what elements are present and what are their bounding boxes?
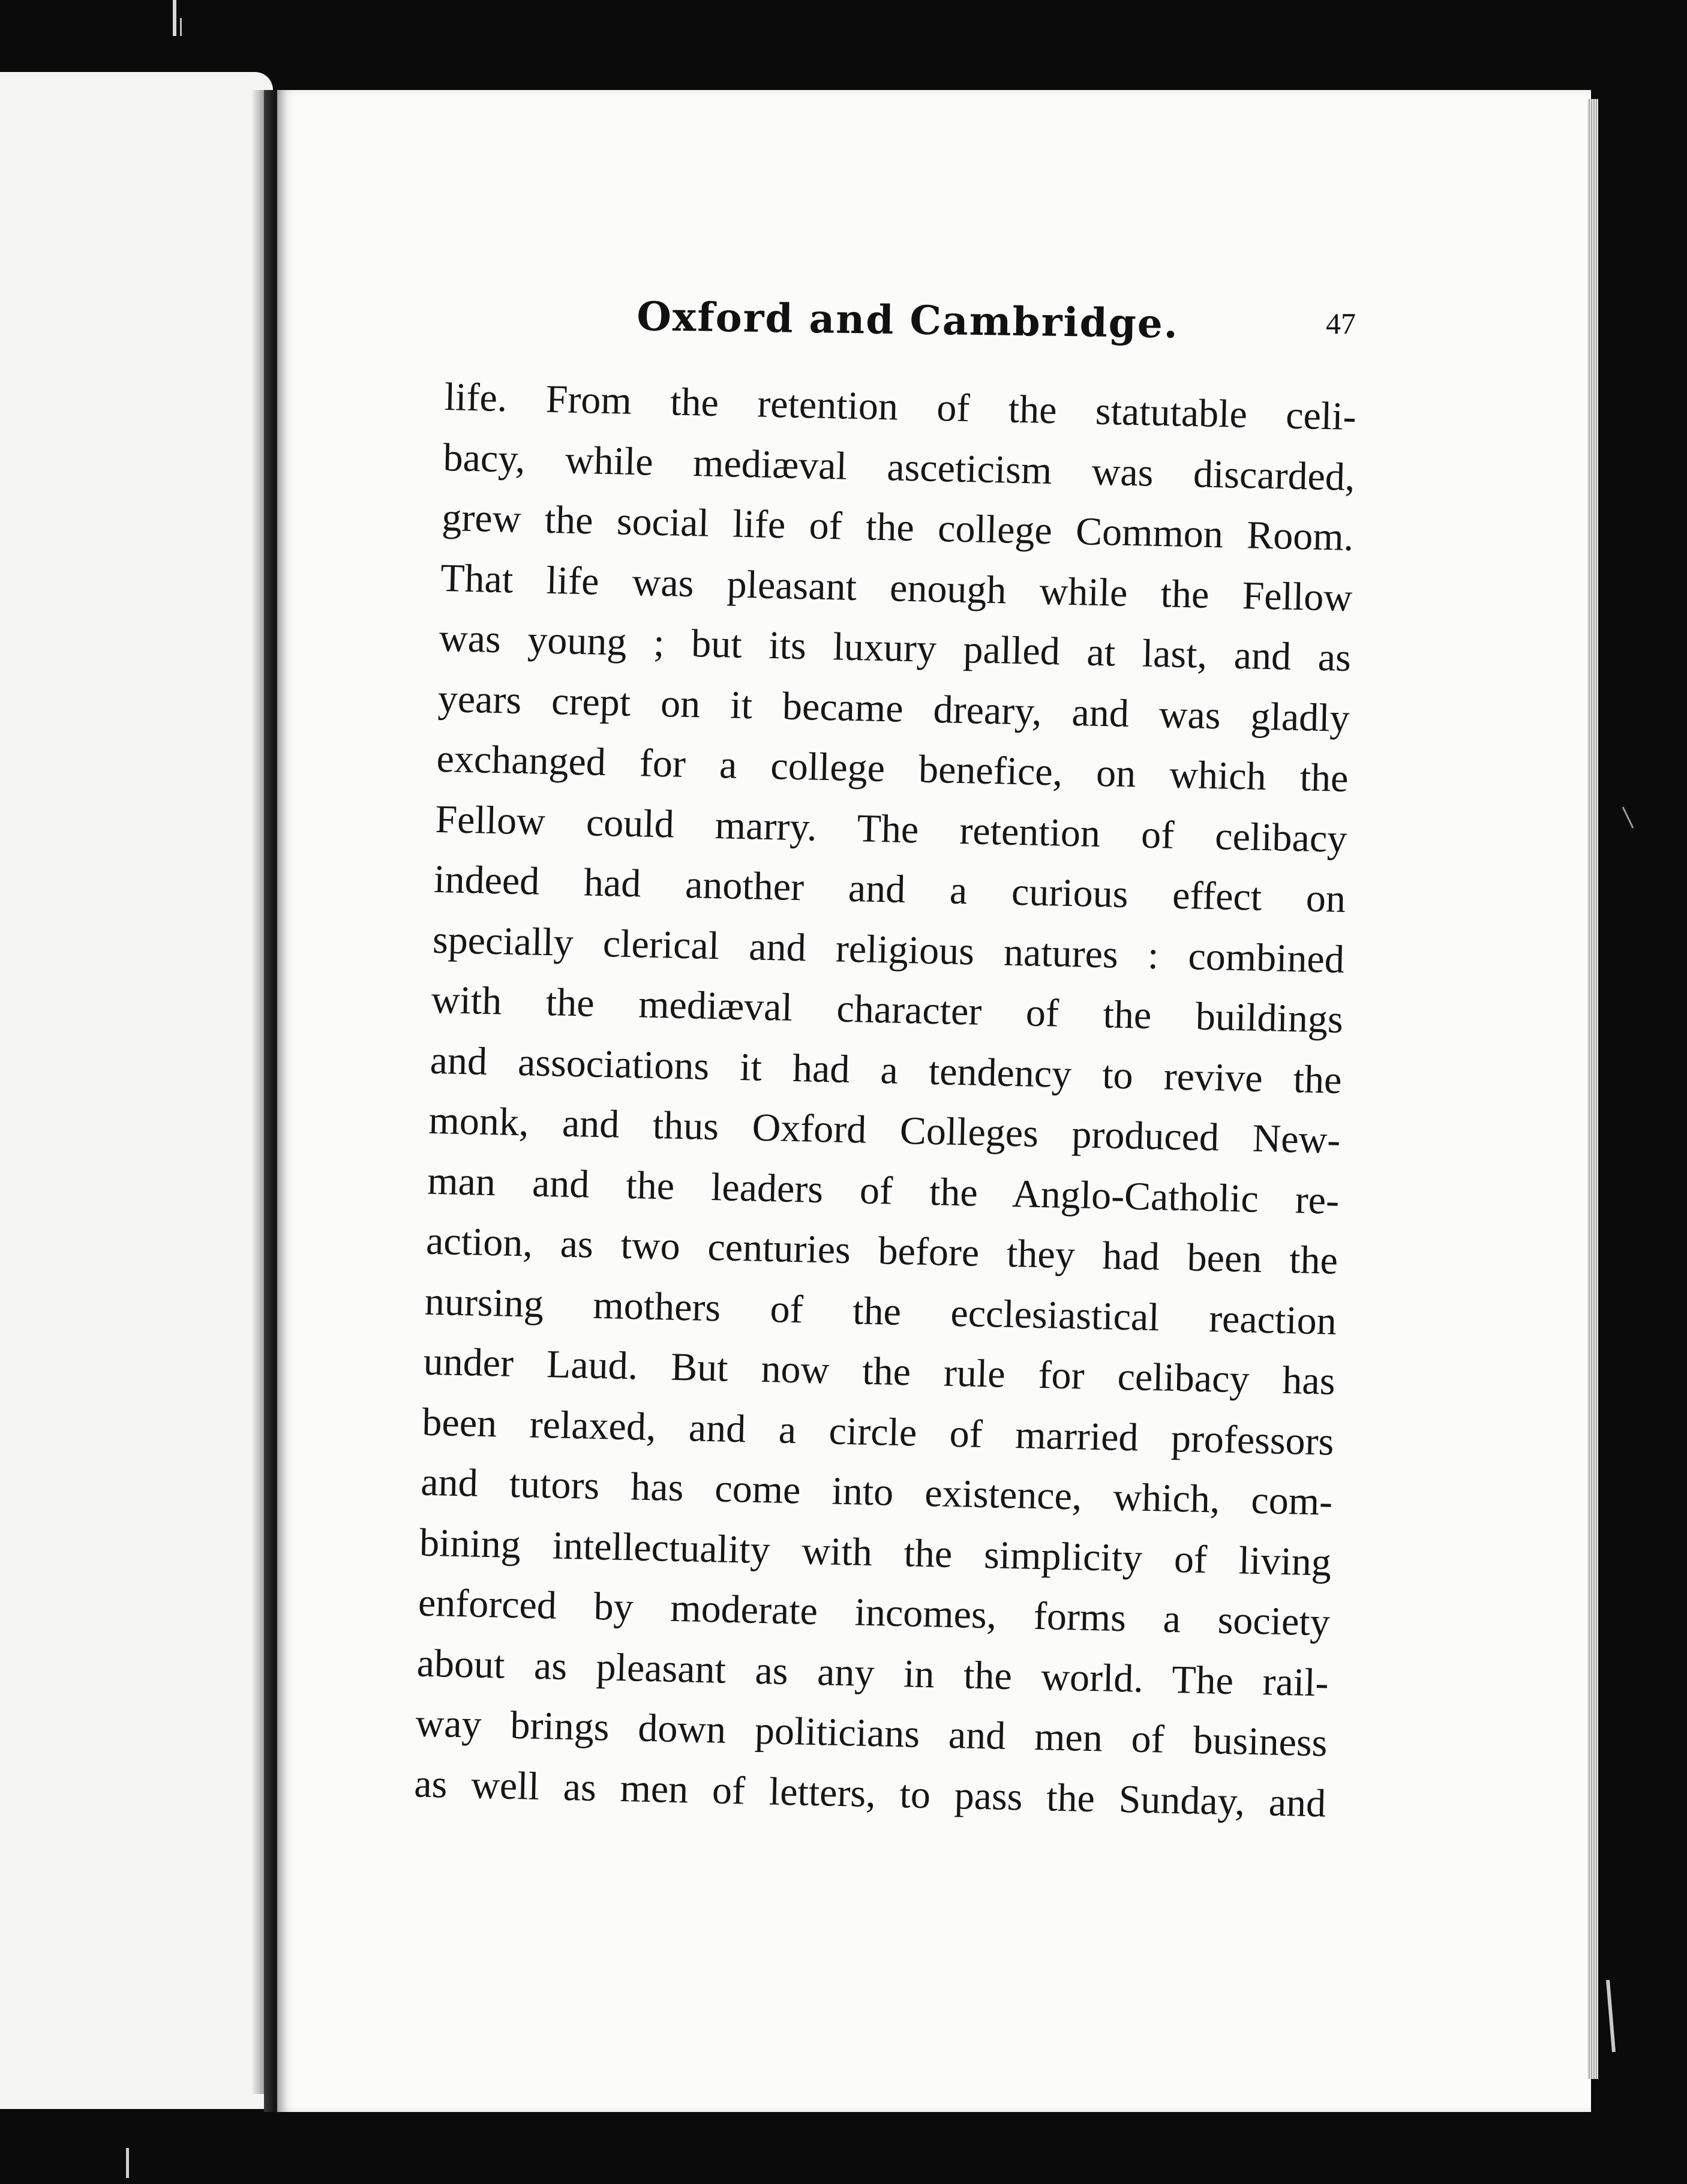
running-head: Oxford and Cambridge. (636, 293, 1179, 347)
text-line: action, as two centuries before they had been the (425, 1219, 1338, 1283)
text-line: specially clerical and religious natures : combined (432, 917, 1345, 982)
text-line: monk, and thus Oxford Colleges produced New- (428, 1098, 1341, 1162)
text-line: and associations it had a tendency to revive the (430, 1038, 1343, 1102)
text-line: nursing mothers of the ecclesiastical reaction (424, 1279, 1337, 1343)
text-line: as well as men of letters, to pass the Sunday, and (413, 1761, 1326, 1826)
text-line: grew the social life of the college Common Room. (441, 495, 1354, 560)
text-line: years crept on it became dreary, and was gladly (437, 676, 1350, 740)
text-line: about as pleasant as any in the world. The rail- (416, 1640, 1329, 1705)
text-line: bacy, while mediæval asceticism was discarded, (442, 435, 1356, 499)
page-edges (1587, 99, 1598, 2079)
text-line: That life was pleasant enough while the Fellow (440, 556, 1353, 620)
page-number: 47 (1326, 307, 1356, 340)
text-line: indeed had another and a curious effect on (433, 857, 1346, 921)
text-line: man and the leaders of the Anglo-Catholic re- (427, 1159, 1340, 1223)
text-line: Fellow could marry. The retention of celibacy (434, 797, 1348, 861)
text-line: life. From the retention of the statutable celi- (444, 374, 1357, 439)
text-line: under Laud. But now the rule for celibacy has (423, 1339, 1336, 1403)
text-line: exchanged for a college benefice, on which the (436, 736, 1349, 800)
text-line: way brings down politicians and men of business (415, 1701, 1328, 1765)
left-page (0, 72, 273, 2109)
text-line: and tutors has come into existence, which, com- (420, 1460, 1333, 1524)
text-line: enforced by moderate incomes, forms a society (418, 1580, 1331, 1645)
body-text (413, 367, 1356, 1834)
text-line: was young ; but its luxury palled at last, and as (439, 616, 1352, 680)
text-line: with the mediæval character of the buildings (431, 977, 1344, 1042)
text-line: bining intellectuality with the simplicity of living (419, 1520, 1332, 1585)
text-line: been relaxed, and a circle of married professors (421, 1400, 1335, 1464)
